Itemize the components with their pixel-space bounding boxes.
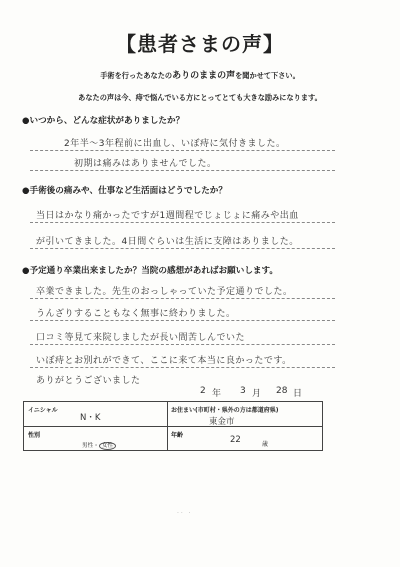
answer-2-line-2: が引いてきました。4日間ぐらいは生活に支障はありました。 bbox=[36, 237, 299, 247]
age-unit: 歳 bbox=[262, 441, 269, 448]
answer-line bbox=[30, 222, 335, 223]
answer-line bbox=[30, 150, 335, 151]
date-day-unit: 日 bbox=[293, 389, 303, 399]
gender-options bbox=[82, 441, 116, 449]
intro-line-2: あなたの声は今、痔で悩んでいる方にとってとても大きな励みになります。 bbox=[78, 93, 322, 102]
answer-line bbox=[30, 248, 335, 249]
answer-line bbox=[30, 170, 335, 171]
answer-line bbox=[30, 298, 335, 299]
answer-line bbox=[30, 367, 335, 368]
question-1: ●いつから、どんな症状がありましたか？ bbox=[22, 116, 185, 126]
age-value: 22 bbox=[230, 435, 241, 445]
intro-line-1-after: を聞かせて下さい。 bbox=[235, 71, 300, 80]
intro-line-1-emphasis: ありのままの声 bbox=[172, 71, 236, 81]
answer-1-line-2: 初期は痛みはありませんでした。 bbox=[74, 159, 217, 169]
answer-3-line-2: うんざりすることもなく無事に終わりました。 bbox=[36, 309, 236, 319]
answer-line bbox=[30, 320, 335, 321]
date-month-unit: 月 bbox=[252, 389, 262, 399]
answer-3-line-3: 口コミ等見て来院しましたが長い間苦しんでいた bbox=[36, 333, 246, 343]
scan-artifact: ·· · bbox=[177, 510, 193, 517]
age-label: 年齢 bbox=[171, 432, 184, 439]
gender-female-selected: 女性 bbox=[99, 442, 116, 450]
answer-2-line-1: 当日はかなり痛かったですが1週間程でじょじょに痛みや出血 bbox=[36, 211, 299, 221]
date-month: 3 bbox=[240, 386, 246, 396]
initial-label: イニシャル bbox=[28, 407, 58, 414]
page-title: 【患者さまの声】 bbox=[116, 32, 284, 56]
gender-separator: ・ bbox=[93, 443, 99, 449]
answer-3-line-1: 卒業できました。先生のおっしゃっていた予定通りでした。 bbox=[36, 287, 293, 297]
answer-line bbox=[30, 344, 335, 345]
date-year-unit: 年 bbox=[212, 389, 222, 399]
date-day: 28 bbox=[276, 386, 288, 396]
question-3: ●予定通り卒業出来ましたか？当院の感想があればお願いします。 bbox=[22, 266, 279, 276]
address-label: お住まい(市町村・県外の方は都道府県) bbox=[171, 407, 279, 414]
answer-3-line-4: いぼ痔とお別れができて、ここに来て本当に良かったです。 bbox=[36, 356, 292, 366]
address-value: 東金市 bbox=[209, 417, 235, 427]
intro-line-1 bbox=[0, 68, 400, 81]
gender-male: 男性 bbox=[82, 443, 94, 449]
gender-label: 性別 bbox=[28, 432, 41, 439]
initial-value: N・K bbox=[80, 413, 101, 423]
question-2: ●手術後の痛みや、仕事など生活面はどうでしたか？ bbox=[22, 186, 227, 196]
date-year: 2 bbox=[200, 386, 206, 396]
answer-3-line-5: ありがとうございました bbox=[36, 376, 141, 386]
intro-line-1-before: 手術を行ったあなたの bbox=[100, 71, 173, 80]
patient-info-table bbox=[23, 401, 323, 451]
table-divider bbox=[24, 426, 322, 427]
answer-1-line-1: 2年半〜3年程前に出血し、いぼ痔に気付きました。 bbox=[64, 139, 286, 149]
